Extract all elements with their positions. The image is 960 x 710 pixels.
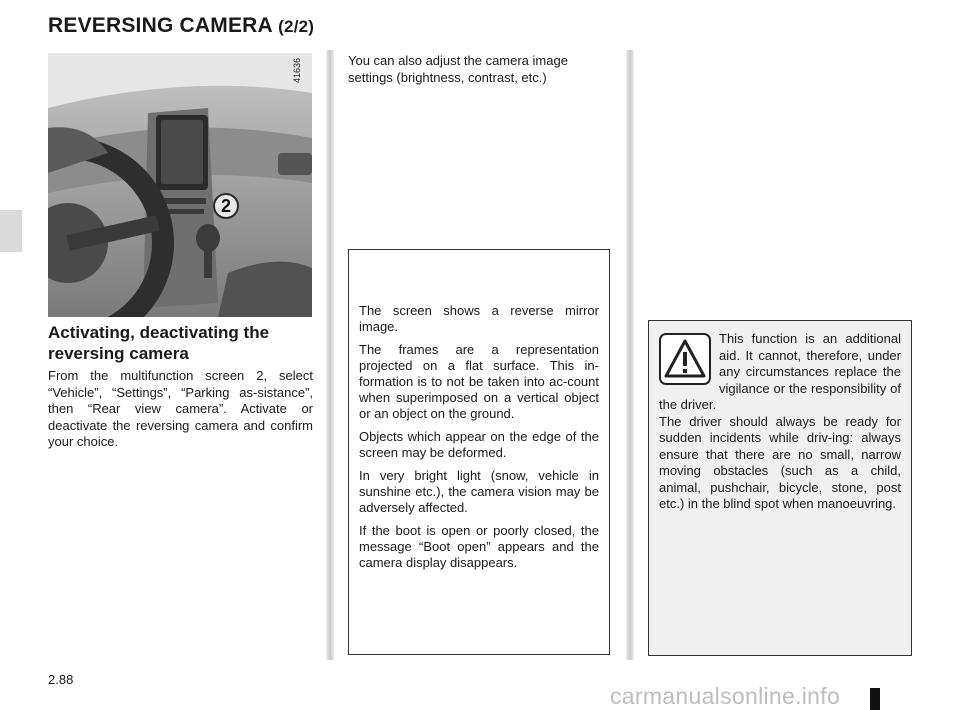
page-title-part: (2/2) xyxy=(278,17,315,36)
page-title xyxy=(48,14,314,38)
warning-text-2: The driver should always be ready for sudden incidents while driv-ing: always ensure that there are no small, narrow moving obstacles (such as a child, animal, pushchair, bicycle, stone, post etc.) in the blind spot when manoeuvring. xyxy=(659,413,901,511)
note-paragraph: If the boot is open or poorly closed, the message “Boot open” appears and the camera display disappears. xyxy=(359,523,599,570)
dashboard-photo xyxy=(48,53,312,317)
chapter-tab xyxy=(0,210,22,252)
note-box xyxy=(348,249,610,655)
column-divider-left xyxy=(326,50,334,660)
corner-mark xyxy=(870,688,880,710)
column-divider-right xyxy=(626,50,634,660)
note-paragraph: In very bright light (snow, vehicle in sunshine etc.), the camera vision may be adversely affected. xyxy=(359,468,599,515)
section-heading: Activating, deactivating the reversing camera xyxy=(48,323,270,363)
page-number: 2.88 xyxy=(48,672,74,687)
activation-instructions: From the multifunction screen 2, select “Vehicle”, “Settings”, “Parking as-sistance”, then “Rear view camera”. Activate or deactivate the reversing camera and confirm your choice. xyxy=(48,368,313,449)
warning-text-1: This function is an additional aid. It cannot, therefore, under any circumstances replace the vigilance or the responsibility of the driver. xyxy=(659,331,901,412)
image-settings-text: You can also adjust the camera image settings (brightness, contrast, etc.) xyxy=(348,53,568,85)
figure-reference: 41636 xyxy=(292,58,302,84)
watermark: carmanualsonline.info xyxy=(610,683,841,709)
warning-box xyxy=(648,320,912,656)
page-title-text: REVERSING CAMERA xyxy=(48,14,273,37)
note-paragraph: Objects which appear on the edge of the screen may be deformed. xyxy=(359,429,599,460)
warning-triangle-icon xyxy=(659,333,711,385)
note-paragraph: The frames are a representation projected on a flat surface. This in-formation is to not be taken into ac-count when superimposed on a vertical object or an object on the ground. xyxy=(359,342,599,421)
note-paragraph: The screen shows a reverse mirror image. xyxy=(359,303,599,334)
callout-2: 2 xyxy=(213,193,239,219)
